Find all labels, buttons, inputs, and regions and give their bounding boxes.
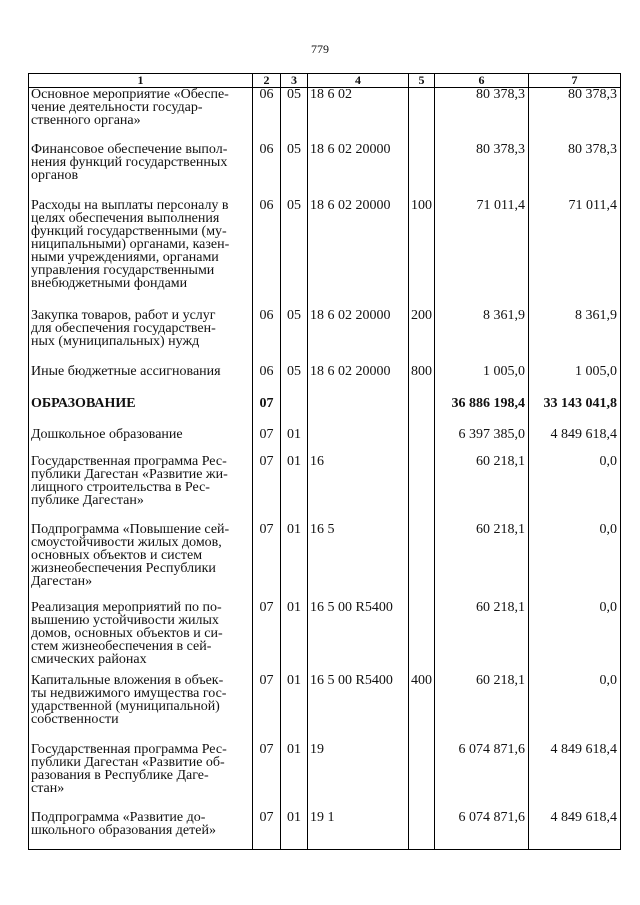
- row-amount-col-7: 4 849 618,4: [529, 428, 621, 454]
- row-subsection-code: 05: [281, 88, 308, 144]
- row-name: Закупка товаров, работ и услуг для обеспечения государствен- ных (муниципальных) нужд: [29, 309, 253, 365]
- table-body: [29, 88, 621, 850]
- row-target-article: 18 6 02 20000: [308, 199, 409, 309]
- row-amount-col-7: 4 849 618,4: [529, 743, 621, 812]
- row-section-code: 07: [253, 674, 281, 743]
- row-amount-col-6: 6 074 871,6: [435, 811, 529, 849]
- header-col-3: 3: [281, 74, 308, 88]
- header-col-6: 6: [435, 74, 529, 88]
- row-section-code: 07: [253, 601, 281, 674]
- row-target-article: 18 6 02 20000: [308, 309, 409, 365]
- row-amount-col-7: 80 378,3: [529, 88, 621, 144]
- row-expense-type: 100: [409, 199, 435, 309]
- row-subsection-code: 01: [281, 743, 308, 812]
- header-col-7: 7: [529, 74, 621, 88]
- row-target-article: 18 6 02 20000: [308, 365, 409, 397]
- row-subsection-code: 05: [281, 199, 308, 309]
- row-target-article: [308, 397, 409, 429]
- row-target-article: 16: [308, 455, 409, 524]
- row-amount-col-7: 33 143 041,8: [529, 397, 621, 429]
- row-amount-col-7: 0,0: [529, 674, 621, 743]
- row-amount-col-6: 6 074 871,6: [435, 743, 529, 812]
- row-name: Государственная программа Рес- публики Дагестан «Развитие жи- лищного строительства в Рес- публике Дагестан»: [29, 455, 253, 524]
- row-subsection-code: 01: [281, 428, 308, 454]
- row-amount-col-7: 4 849 618,4: [529, 811, 621, 849]
- row-section-code: 06: [253, 309, 281, 365]
- row-subsection-code: 05: [281, 309, 308, 365]
- row-target-article: 16 5 00 R5400: [308, 674, 409, 743]
- row-subsection-code: 01: [281, 674, 308, 743]
- row-expense-type: [409, 143, 435, 199]
- row-amount-col-6: 71 011,4: [435, 199, 529, 309]
- row-name: Иные бюджетные ассигнования: [29, 365, 253, 397]
- row-section-code: 07: [253, 523, 281, 601]
- row-section-code: 07: [253, 428, 281, 454]
- row-name: Капитальные вложения в объек- ты недвижимого имущества гос- ударственной (муниципальной) собственности: [29, 674, 253, 743]
- row-amount-col-6: 80 378,3: [435, 143, 529, 199]
- row-name: Финансовое обеспечение выпол- нения функций государственных органов: [29, 143, 253, 199]
- row-expense-type: 400: [409, 674, 435, 743]
- row-amount-col-7: 8 361,9: [529, 309, 621, 365]
- row-name: Государственная программа Рес- публики Дагестан «Развитие об- разования в Республике Даге- стан»: [29, 743, 253, 812]
- row-amount-col-7: 0,0: [529, 455, 621, 524]
- row-section-code: 07: [253, 455, 281, 524]
- row-subsection-code: [281, 397, 308, 429]
- table-row: [29, 674, 621, 743]
- row-amount-col-7: 80 378,3: [529, 143, 621, 199]
- row-name: Дошкольное образование: [29, 428, 253, 454]
- row-expense-type: 800: [409, 365, 435, 397]
- header-col-4: 4: [308, 74, 409, 88]
- row-subsection-code: 01: [281, 455, 308, 524]
- header-row: [29, 74, 621, 88]
- table-row: [29, 365, 621, 397]
- table-row: [29, 428, 621, 454]
- row-target-article: 16 5: [308, 523, 409, 601]
- row-subsection-code: 05: [281, 365, 308, 397]
- row-section-code: 06: [253, 88, 281, 144]
- row-section-code: 07: [253, 811, 281, 849]
- table-row: [29, 811, 621, 849]
- row-amount-col-7: 0,0: [529, 523, 621, 601]
- row-target-article: 19 1: [308, 811, 409, 849]
- table-row: [29, 199, 621, 309]
- row-subsection-code: 05: [281, 143, 308, 199]
- header-col-1: 1: [29, 74, 253, 88]
- table-row: [29, 523, 621, 601]
- header-col-5: 5: [409, 74, 435, 88]
- row-expense-type: [409, 523, 435, 601]
- row-expense-type: [409, 428, 435, 454]
- header-col-2: 2: [253, 74, 281, 88]
- row-amount-col-6: 6 397 385,0: [435, 428, 529, 454]
- row-expense-type: 200: [409, 309, 435, 365]
- row-section-code: 06: [253, 143, 281, 199]
- row-section-code: 06: [253, 365, 281, 397]
- row-expense-type: [409, 397, 435, 429]
- row-amount-col-6: 60 218,1: [435, 601, 529, 674]
- row-amount-col-7: 0,0: [529, 601, 621, 674]
- row-target-article: [308, 428, 409, 454]
- row-subsection-code: 01: [281, 811, 308, 849]
- row-expense-type: [409, 601, 435, 674]
- table-row: [29, 143, 621, 199]
- page-number: 779: [311, 42, 329, 56]
- row-expense-type: [409, 88, 435, 144]
- row-expense-type: [409, 811, 435, 849]
- row-amount-col-6: 36 886 198,4: [435, 397, 529, 429]
- row-name: Расходы на выплаты персоналу в целях обеспечения выполнения функций государственными (му- ниципальными) органами, казен- ными учреждениями, органами управления государственными внебюджетными фондами: [29, 199, 253, 309]
- row-name: Основное мероприятие «Обеспе- чение деятельности государ- ственного органа»: [29, 88, 253, 144]
- row-amount-col-6: 60 218,1: [435, 674, 529, 743]
- row-section-code: 07: [253, 397, 281, 429]
- table-row: [29, 309, 621, 365]
- row-amount-col-6: 8 361,9: [435, 309, 529, 365]
- row-amount-col-7: 71 011,4: [529, 199, 621, 309]
- table-row: [29, 397, 621, 429]
- row-name: ОБРАЗОВАНИЕ: [29, 397, 253, 429]
- row-name: Реализация мероприятий по по- вышению устойчивости жилых домов, основных объектов и си- стем жизнеобеспечения в сей- смических районах: [29, 601, 253, 674]
- row-name: Подпрограмма «Развитие до- школьного образования детей»: [29, 811, 253, 849]
- table-row: [29, 601, 621, 674]
- row-target-article: 16 5 00 R5400: [308, 601, 409, 674]
- row-amount-col-6: 60 218,1: [435, 523, 529, 601]
- row-target-article: 18 6 02: [308, 88, 409, 144]
- row-amount-col-6: 80 378,3: [435, 88, 529, 144]
- table-row: [29, 455, 621, 524]
- row-subsection-code: 01: [281, 601, 308, 674]
- table-row: [29, 743, 621, 812]
- row-section-code: 07: [253, 743, 281, 812]
- row-target-article: 18 6 02 20000: [308, 143, 409, 199]
- row-subsection-code: 01: [281, 523, 308, 601]
- row-expense-type: [409, 743, 435, 812]
- row-amount-col-6: 1 005,0: [435, 365, 529, 397]
- row-section-code: 06: [253, 199, 281, 309]
- budget-table: [28, 73, 621, 850]
- row-amount-col-6: 60 218,1: [435, 455, 529, 524]
- row-amount-col-7: 1 005,0: [529, 365, 621, 397]
- row-target-article: 19: [308, 743, 409, 812]
- row-expense-type: [409, 455, 435, 524]
- row-name: Подпрограмма «Повышение сей- смоустойчивости жилых домов, основных объектов и систем жизнеобеспечения Республики Дагестан»: [29, 523, 253, 601]
- table-row: [29, 88, 621, 144]
